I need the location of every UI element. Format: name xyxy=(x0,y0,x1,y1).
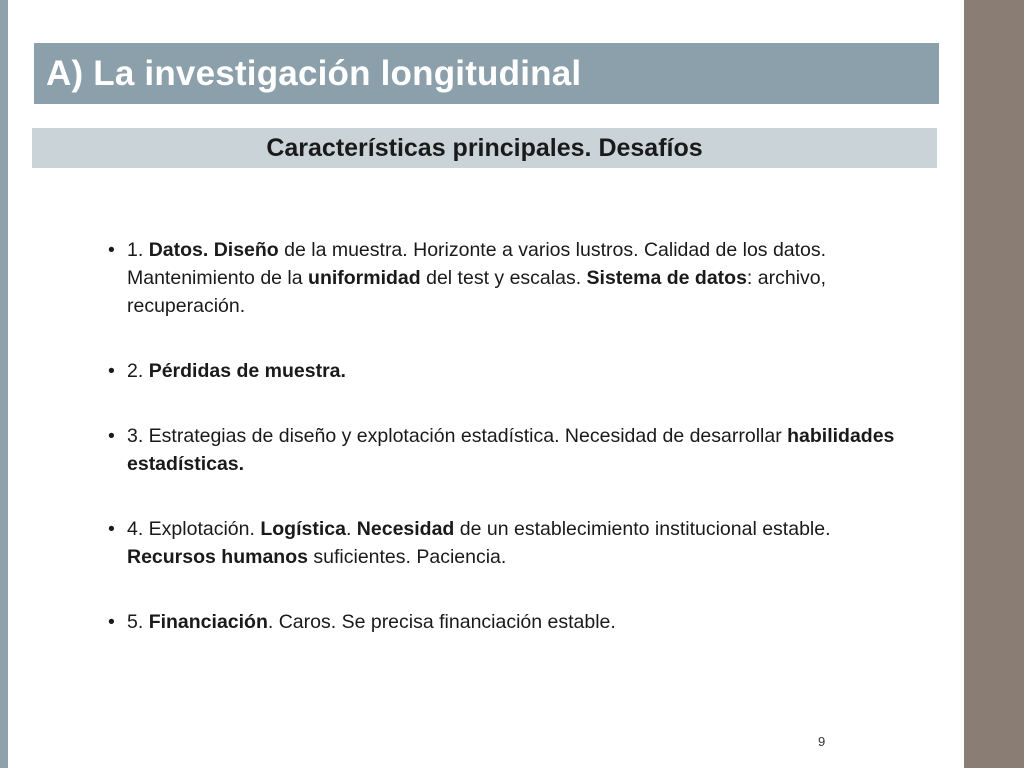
slide-title: A) La investigación longitudinal xyxy=(46,53,582,93)
bullet-text-bold: uniformidad xyxy=(308,267,421,289)
bullet-text-bold: habilidades estadísticas. xyxy=(127,425,895,475)
subtitle-bar xyxy=(32,128,937,168)
bullet-item xyxy=(108,608,908,636)
bullet-text: del test y escalas. xyxy=(420,267,587,289)
bullet-text: 5. xyxy=(127,611,149,633)
bullet-text: 4. Explotación. xyxy=(127,518,261,540)
bullet-text: de la muestra. Horizonte a varios lustros. Calidad de los datos. Mantenimiento de la xyxy=(127,239,827,289)
bullet-text-bold: Financiación xyxy=(148,611,268,633)
bullet-text: . Caros. Se precisa financiación estable. xyxy=(267,611,616,633)
bullet-item xyxy=(108,236,908,320)
bullet-text-bold: Pérdidas de muestra. xyxy=(148,360,346,382)
title-bar xyxy=(34,43,939,104)
bullet-text: . xyxy=(345,518,357,540)
bullet-item xyxy=(108,357,908,385)
bullet-text: de un establecimiento institucional estable. xyxy=(454,518,831,540)
bullet-text: 2. xyxy=(127,360,149,382)
bullet-text-bold: Sistema de datos xyxy=(586,267,747,289)
bullet-item xyxy=(108,515,908,571)
bullet-text: suficientes. Paciencia. xyxy=(307,546,507,568)
bullet-text-bold: Datos. Diseño xyxy=(148,239,279,261)
page-number: 9 xyxy=(818,734,826,749)
bullet-text-bold: Recursos humanos xyxy=(127,546,308,568)
bullet-text: : archivo, recuperación. xyxy=(127,267,827,317)
bullet-text: 1. xyxy=(127,239,149,261)
bullet-text: 3. Estrategias de diseño y explotación estadística. Necesidad de desarrollar xyxy=(127,425,788,447)
bullet-text-bold: Logística xyxy=(260,518,346,540)
bullet-item xyxy=(108,422,908,478)
right-decorative-panel xyxy=(964,0,1024,768)
bullet-list xyxy=(108,236,908,673)
left-decorative-stripe xyxy=(0,0,8,768)
bullet-text-bold: Necesidad xyxy=(356,518,455,540)
slide-subtitle: Características principales. Desafíos xyxy=(266,133,703,162)
